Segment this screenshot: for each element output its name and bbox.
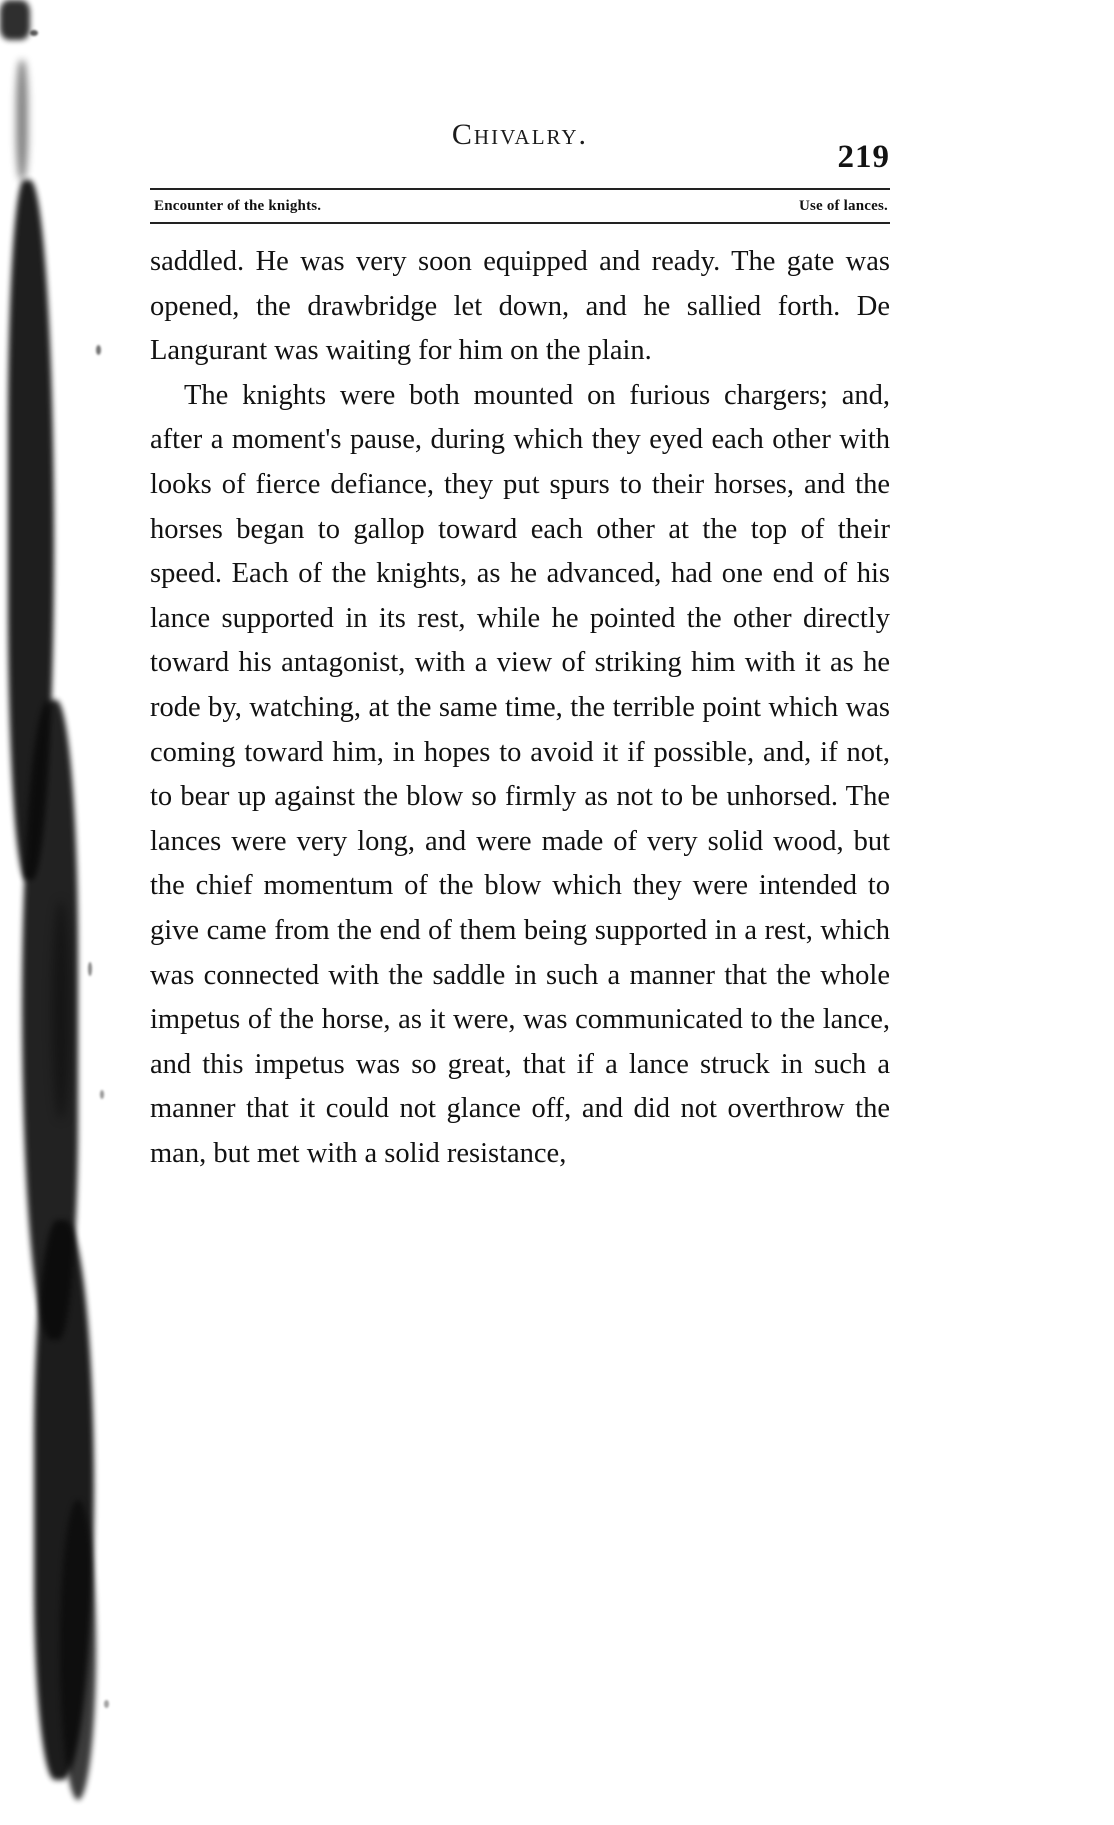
scan-edge-artifact	[0, 0, 112, 1825]
marginal-note-left: Encounter of the knights.	[154, 198, 322, 214]
header-rule-bottom	[150, 222, 890, 224]
marginal-note-row	[150, 190, 890, 222]
body-text	[150, 240, 890, 1176]
paragraph-2: The knights were both mounted on furious chargers; and, after a moment's pause, during which they eyed each other with looks of fierce defiance, they put spurs to their horses, and the horses began to gallop toward each other at the top of their speed. Each of the knights, as he advanced, had one end of his lance supported in its rest, while he pointed the other directly toward his antagonist, with a view of striking him with it as he rode by, watching, at the same time, the terrible point which was coming toward him, in hopes to avoid it if possible, and, if not, to bear up against the blow so firmly as not to be unhorsed. The lances were very long, and were made of very solid wood, but the chief momentum of the blow which they were intended to give came from the end of them being supported in a rest, which was connected with the saddle in such a manner that the whole impetus of the horse, as it were, was communicated to the lance, and this impetus was so great, that if a lance struck in such a manner that it could not glance off, and did not overthrow the man, but met with a solid resistance,	[150, 379, 890, 1169]
page-number: 219	[837, 139, 890, 175]
marginal-note-right: Use of lances.	[798, 198, 888, 214]
paragraph-1: saddled. He was very soon equipped and ready. The gate was opened, the drawbridge let down, and he sallied forth. De Langurant was waiting for him on the plain.	[150, 246, 890, 367]
page-title: Chivalry.	[451, 118, 589, 151]
running-head	[150, 118, 890, 178]
page-content	[150, 0, 890, 1825]
